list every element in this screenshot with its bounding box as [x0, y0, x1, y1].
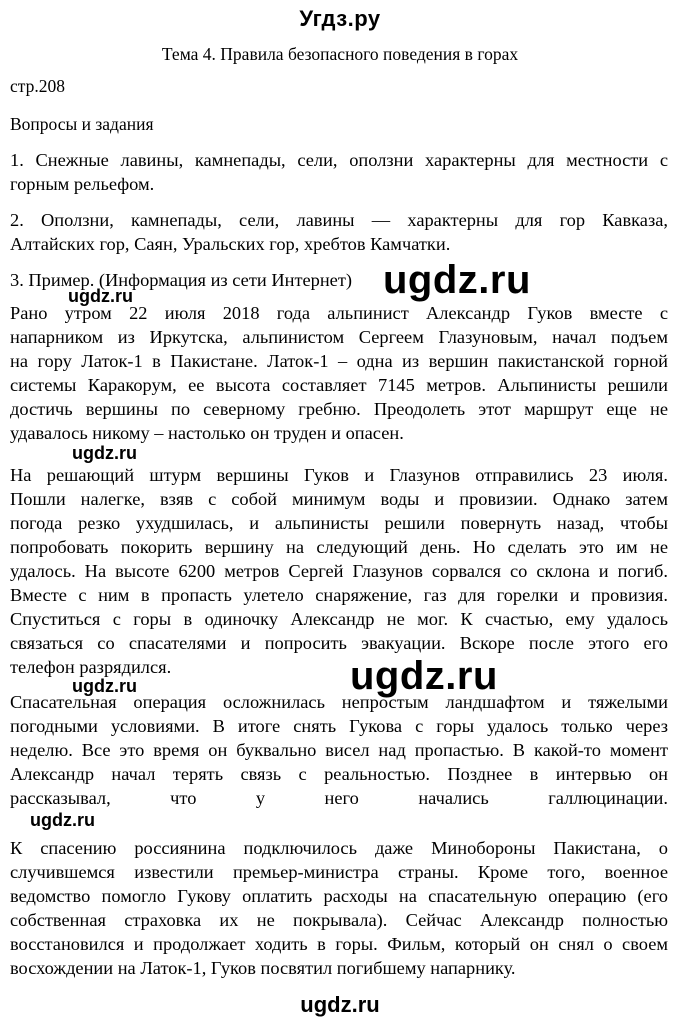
topic-heading: Тема 4. Правила безопасного поведения в горах	[161, 44, 519, 64]
watermark-large: ugdz.ru	[350, 654, 498, 698]
section-heading: Вопросы и задания	[10, 114, 154, 134]
story-line: телефон разрядился.	[10, 657, 172, 677]
story-line: Рано утром 22 июля 2018 года альпинист Александр Гуков вместе с	[10, 303, 668, 323]
story-line: удавалось никому – настолько он труден и опасен.	[10, 423, 404, 443]
page-reference: стр.208	[10, 76, 66, 96]
story-line: восхождении на Латок-1, Гуков посвятил погибшему напарнику.	[10, 958, 516, 978]
story-line: восстановился и продолжает ходить в горы. Фильм, который он снял о своем	[10, 934, 668, 954]
answer-3-intro-line: 3. Пример. (Информация из сети Интернет)	[10, 270, 353, 290]
story-line: погода резко ухудшилась, и альпинисты решили повернуть назад, чтобы	[10, 513, 668, 533]
answer-1-line: 1. Снежные лавины, камнепады, сели, оползни характерны для местности с	[10, 150, 668, 170]
story-line: неделю. Все это время он буквально висел над пропастью. В какой-то момент	[10, 740, 668, 760]
watermark-small: ugdz.ru	[72, 443, 137, 463]
story-line: К спасению россиянина подключилось даже Минобороны Пакистана, о	[10, 838, 668, 858]
watermark-large: ugdz.ru	[383, 258, 531, 302]
story-line: собственная страховка их не покрывала). Сейчас Александр полностью	[10, 910, 668, 930]
answer-2	[10, 208, 668, 256]
story-paragraph-1	[10, 301, 668, 445]
watermark-small: ugdz.ru	[30, 810, 95, 830]
story-line: напарником из Иркутска, альпинистом Сергеем Глазуновым, начал подъем	[10, 327, 668, 347]
story-line: погодными условиями. В итоге снять Гукова с горы удалось только через	[10, 716, 668, 736]
story-line: Вместе с ним в пропасть улетело снаряжение, газ для горелки и провизия.	[10, 585, 668, 605]
story-line: системы Каракорум, ее высота составляет 7145 метров. Альпинисты решили	[10, 375, 668, 395]
story-line: попробовать покорить вершину на следующий день. Но сделать это им не	[10, 537, 668, 557]
story-line: на гору Латок-1 в Пакистане. Латок-1 – одна из вершин пакистанской горной	[10, 351, 668, 371]
story-line: связаться со спасателями и попросить эвакуации. Вскоре после этого его	[10, 633, 668, 653]
answer-2-line: 2. Оползни, камнепады, сели, лавины — характерны для гор Кавказа,	[10, 210, 668, 230]
story-line: Пошли налегке, взяв с собой минимум воды и провизии. Однако затем	[10, 489, 668, 509]
answer-1	[10, 148, 668, 196]
footer-watermark: ugdz.ru	[300, 992, 380, 1017]
watermark-small: ugdz.ru	[72, 676, 137, 696]
story-line: Александр начал терять связь с реальностью. Позднее в интервью он	[10, 764, 668, 784]
site-title: Угдз.ру	[299, 6, 381, 31]
story-paragraph-3	[10, 690, 668, 810]
story-paragraph-4	[10, 836, 668, 980]
story-line: Спасательная операция осложнилась непростым ландшафтом и тяжелыми	[10, 692, 668, 712]
answer-2-line: Алтайских гор, Саян, Уральских гор, хребтов Камчатки.	[10, 234, 451, 254]
story-line: Спуститься с горы в одиночку Александр не мог. К счастью, ему удалось	[10, 609, 668, 629]
story-line: удалось. На высоте 6200 метров Сергей Глазунов сорвался со склона и погиб.	[10, 561, 668, 581]
story-line: рассказывал, что у него начались галлюцинации.	[10, 788, 668, 808]
story-line: На решающий штурм вершины Гуков и Глазунов отправились 23 июля.	[10, 465, 668, 485]
story-line: случившемся известили премьер-министра страны. Кроме того, военное	[10, 862, 668, 882]
watermark-small: ugdz.ru	[68, 286, 133, 306]
story-paragraph-2	[10, 463, 668, 679]
story-line: достичь вершины по северному гребню. Преодолеть этот маршрут еще не	[10, 399, 668, 419]
story-line: ведомство помогло Гукову оплатить расходы на спасательную операцию (его	[10, 886, 668, 906]
answer-1-line: горным рельефом.	[10, 174, 155, 194]
